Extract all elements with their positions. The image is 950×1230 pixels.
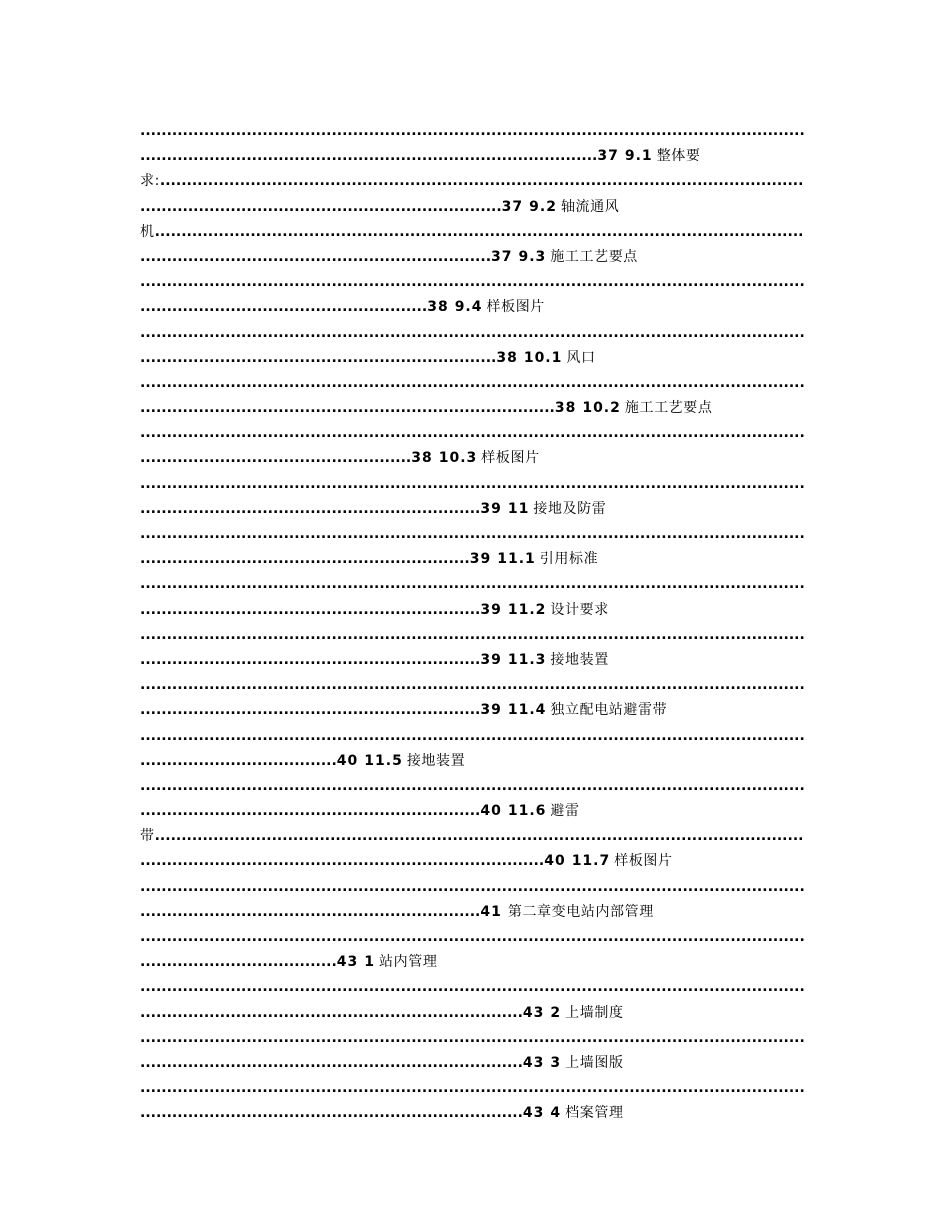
- toc-line: [140, 975, 806, 1000]
- page-number: 39: [480, 651, 502, 668]
- section-title[interactable]: 接地装置: [406, 752, 466, 769]
- toc-line: [140, 824, 806, 849]
- toc-line: [140, 799, 806, 824]
- section-title[interactable]: 轴流通风: [560, 198, 620, 215]
- page-number: 41: [480, 903, 502, 920]
- toc-line: [140, 446, 806, 471]
- toc-line: [140, 698, 806, 723]
- section-number: 11.7: [571, 853, 611, 870]
- section-title[interactable]: 引用标准: [539, 551, 599, 568]
- page-number: 40: [480, 803, 502, 820]
- toc-line: [140, 270, 806, 295]
- toc-line: [140, 396, 806, 421]
- section-number: 11.2: [507, 601, 547, 618]
- toc-line: [140, 421, 806, 446]
- toc-line: [140, 925, 806, 950]
- section-title[interactable]: 设计要求: [550, 601, 609, 618]
- toc-line: [140, 1101, 806, 1126]
- page-number: 39: [480, 500, 502, 517]
- toc-line: [140, 195, 806, 220]
- dot-leader: ................................................................: [140, 903, 481, 920]
- section-number: 1: [364, 954, 376, 971]
- toc-line: [140, 774, 806, 799]
- page-number: 37: [501, 198, 524, 215]
- dot-leader: .............................................................................................................................: [140, 274, 805, 291]
- section-title[interactable]: 上墙图版: [565, 1054, 624, 1071]
- dot-leader: ........................................................................: [140, 1054, 523, 1071]
- section-number: 11.4: [507, 702, 547, 719]
- section-number: 9.1: [624, 148, 653, 165]
- toc-line: [140, 346, 806, 371]
- dot-leader: .............................................................................................................................: [140, 1080, 805, 1097]
- dot-leader: ...................................................: [140, 450, 412, 467]
- section-title[interactable]: 上墙制度: [565, 1004, 624, 1021]
- dot-leader: ..........................................................................................................................: [154, 223, 804, 240]
- section-title[interactable]: 站内管理: [379, 954, 438, 971]
- toc-line: [140, 673, 806, 698]
- toc-line: [140, 371, 806, 396]
- page-number: 40: [336, 752, 359, 769]
- dot-leader: .............................................................................................................................: [140, 324, 805, 341]
- page-number: 38: [554, 400, 577, 417]
- toc-line: [140, 849, 806, 874]
- toc-line: [140, 497, 806, 522]
- toc-line: [140, 598, 806, 623]
- section-title[interactable]: 接地装置: [550, 651, 609, 668]
- page-number: 39: [480, 601, 502, 618]
- dot-leader: .............................................................................................................................: [140, 526, 805, 542]
- toc-line: [140, 648, 806, 673]
- dot-leader: ...................................................................: [140, 349, 497, 366]
- section-title[interactable]: 避雷: [550, 803, 580, 820]
- section-title[interactable]: 样板图片: [481, 450, 540, 467]
- toc-line: [140, 950, 806, 975]
- toc-line: [140, 1001, 806, 1026]
- dot-leader: .............................................................................................................................: [140, 475, 805, 492]
- dot-leader: .............................................................................................................................: [140, 727, 805, 744]
- dot-leader: ....................................................................: [140, 198, 502, 215]
- dot-leader: ................................................................: [140, 803, 481, 820]
- dot-leader: .............................................................................................................................: [140, 123, 805, 139]
- toc-entry-continuation: 机: [140, 223, 155, 240]
- section-number: 11.6: [507, 803, 547, 820]
- dot-leader: ..............................................................................: [140, 400, 555, 417]
- dot-leader: .............................................................................................................................: [140, 929, 805, 945]
- toc-line: [140, 724, 806, 749]
- section-title[interactable]: 施工工艺要点: [624, 400, 713, 417]
- dot-leader: ..........................................................................................................................: [154, 828, 804, 845]
- dot-leader: .............................................................................................................................: [140, 1029, 805, 1046]
- section-number: 11.5: [364, 752, 403, 769]
- page-number: 37: [597, 148, 619, 165]
- page-number: 38: [427, 299, 449, 316]
- toc-line: [140, 522, 806, 547]
- dot-leader: ..................................................................: [140, 248, 492, 265]
- toc-line: [140, 119, 806, 144]
- page-number: 43: [522, 1105, 545, 1122]
- dot-leader: .........................................................................................................................: [159, 173, 804, 190]
- toc-line: [140, 472, 806, 497]
- section-number: 9.4: [454, 299, 483, 316]
- section-title[interactable]: 风口: [566, 349, 596, 366]
- page-number: 38: [496, 349, 518, 366]
- dot-leader: .............................................................................................................................: [140, 374, 805, 391]
- toc-line: [140, 547, 806, 572]
- dot-leader: .............................................................................................................................: [140, 626, 805, 643]
- dot-leader: .....................................: [140, 752, 337, 769]
- dot-leader: ................................................................: [140, 500, 481, 517]
- page-number: 43: [522, 1054, 545, 1071]
- section-title[interactable]: 施工工艺要点: [550, 248, 638, 265]
- section-title[interactable]: 独立配电站避雷带: [550, 702, 668, 719]
- dot-leader: ................................................................: [140, 651, 481, 668]
- section-number: 4: [550, 1105, 562, 1122]
- section-number: 9.2: [529, 198, 557, 215]
- dot-leader: .............................................................................................................................: [140, 576, 805, 593]
- page-number: 40: [544, 853, 566, 870]
- section-number: 3: [550, 1054, 562, 1071]
- toc-line: [140, 900, 806, 925]
- page-number: 39: [480, 702, 502, 719]
- toc-line: [140, 295, 806, 320]
- toc-entry-continuation: 求:: [140, 173, 160, 190]
- section-title[interactable]: 档案管理: [565, 1105, 624, 1122]
- dot-leader: ........................................................................: [140, 1004, 523, 1021]
- page-number: 39: [469, 551, 492, 568]
- section-number: 2: [550, 1004, 562, 1021]
- section-title[interactable]: 整体要: [656, 148, 701, 165]
- dot-leader: ........................................................................: [140, 1105, 523, 1122]
- toc-line: [140, 572, 806, 597]
- toc-line: [140, 169, 806, 194]
- toc-line: [140, 1026, 806, 1051]
- section-number: 10.2: [582, 400, 621, 417]
- page-number: 38: [411, 450, 433, 467]
- toc-line: [140, 245, 806, 270]
- page-number: 43: [522, 1004, 545, 1021]
- page-number: 37: [491, 248, 513, 265]
- section-number: 11.3: [507, 651, 547, 668]
- dot-leader: .............................................................................................................................: [140, 777, 805, 794]
- dot-leader: ......................................................: [140, 299, 428, 316]
- section-title[interactable]: 样板图片: [614, 853, 673, 870]
- toc-line: [140, 321, 806, 346]
- dot-leader: .....................................: [140, 954, 337, 971]
- section-number: 11.1: [497, 551, 536, 568]
- section-title[interactable]: 样板图片: [486, 299, 545, 316]
- toc-line: [140, 623, 806, 648]
- table-of-contents: [140, 119, 806, 1127]
- section-title[interactable]: 第二章变电站内部管理: [507, 903, 654, 920]
- section-number: 9.3: [518, 248, 547, 265]
- dot-leader: .............................................................................................................................: [140, 878, 805, 895]
- section-number: 11: [507, 500, 530, 517]
- dot-leader: ................................................................: [140, 601, 481, 618]
- toc-line: [140, 1076, 806, 1101]
- section-number: 10.3: [438, 450, 478, 467]
- toc-line: [140, 749, 806, 774]
- dot-leader: ............................................................................: [140, 853, 545, 870]
- dot-leader: ......................................................................................: [140, 148, 598, 165]
- section-title[interactable]: 接地及防雷: [533, 500, 607, 517]
- dot-leader: .............................................................................................................................: [140, 979, 805, 996]
- toc-entry-continuation: 带: [140, 828, 155, 845]
- dot-leader: .............................................................................................................................: [140, 677, 805, 694]
- dot-leader: ..............................................................: [140, 551, 470, 568]
- section-number: 10.1: [523, 349, 563, 366]
- dot-leader: .............................................................................................................................: [140, 425, 805, 442]
- page-number: 43: [336, 954, 359, 971]
- toc-line: [140, 1051, 806, 1076]
- toc-line: [140, 220, 806, 245]
- toc-line: [140, 875, 806, 900]
- dot-leader: ................................................................: [140, 702, 481, 719]
- toc-line: [140, 144, 806, 169]
